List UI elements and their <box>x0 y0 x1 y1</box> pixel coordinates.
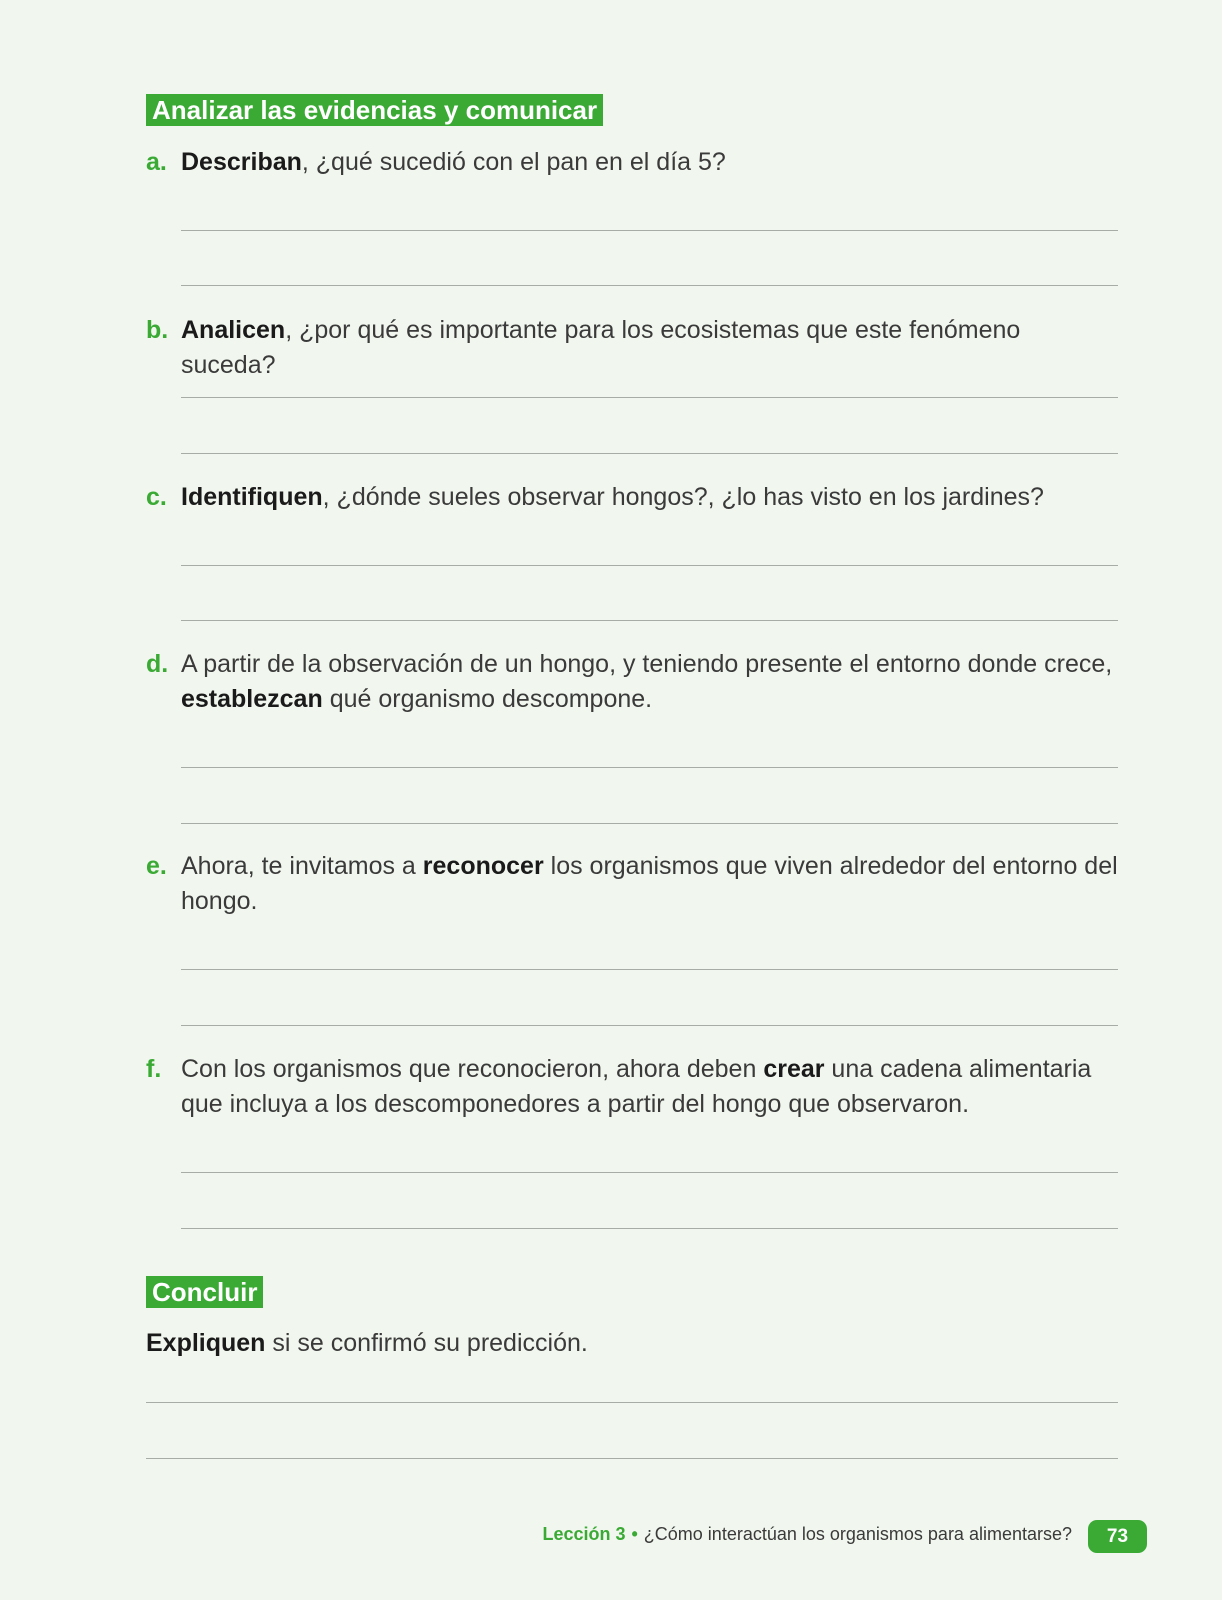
answer-line-conclude-2[interactable] <box>146 1458 1118 1459</box>
question-c <box>146 480 1121 515</box>
answer-line-conclude-1[interactable] <box>146 1402 1118 1403</box>
question-b <box>146 313 1121 383</box>
action-verb: Analicen <box>181 316 286 344</box>
question-after: una cadena alimentaria que incluya a los descomponedores a partir del hongo que observaron. <box>181 1055 1092 1118</box>
page-number-badge: 73 <box>1088 1520 1147 1553</box>
action-verb: Describan <box>181 148 302 176</box>
answer-line-d-1[interactable] <box>181 767 1118 768</box>
question-text <box>181 849 1121 919</box>
answer-line-b-2[interactable] <box>181 453 1118 454</box>
footer-lesson-title: ¿Cómo interactúan los organismos para alimentarse? <box>643 1524 1072 1544</box>
page-footer <box>542 1522 1072 1546</box>
action-verb: Expliquen <box>146 1329 266 1357</box>
question-rest: , ¿qué sucedió con el pan en el día 5? <box>301 148 726 176</box>
answer-line-d-2[interactable] <box>181 823 1118 824</box>
conclude-rest: si se confirmó su predicción. <box>265 1329 588 1357</box>
answer-line-f-1[interactable] <box>181 1172 1118 1173</box>
question-letter: d. <box>146 650 169 678</box>
footer-lesson: Lección 3 <box>542 1524 626 1544</box>
answer-line-b-1[interactable] <box>181 397 1118 398</box>
question-text <box>181 647 1121 717</box>
question-d <box>146 647 1121 717</box>
question-letter: a. <box>146 148 167 176</box>
question-a <box>146 145 1121 180</box>
question-text <box>181 1052 1121 1122</box>
answer-line-c-1[interactable] <box>181 565 1118 566</box>
answer-line-f-2[interactable] <box>181 1228 1118 1229</box>
action-verb: reconocer <box>422 852 544 880</box>
question-before: Ahora, te invitamos a <box>181 852 423 880</box>
question-f <box>146 1052 1121 1122</box>
question-before: A partir de la observación de un hongo, y teniendo presente el entorno donde crece, <box>181 650 1113 678</box>
footer-separator: • <box>631 1524 638 1544</box>
conclude-prompt <box>146 1326 588 1361</box>
question-text <box>181 480 1121 515</box>
question-letter: c. <box>146 483 167 511</box>
question-text <box>181 145 1121 180</box>
question-rest: , ¿dónde sueles observar hongos?, ¿lo has visto en los jardines? <box>322 483 1044 511</box>
section-heading-conclude: Concluir <box>146 1276 263 1308</box>
action-verb: Identifiquen <box>181 483 323 511</box>
answer-line-e-1[interactable] <box>181 969 1118 970</box>
question-e <box>146 849 1121 919</box>
answer-line-a-1[interactable] <box>181 230 1118 231</box>
section-heading-analyze: Analizar las evidencias y comunicar <box>146 94 603 126</box>
answer-line-a-2[interactable] <box>181 285 1118 286</box>
question-letter: b. <box>146 316 169 344</box>
question-rest: , ¿por qué es importante para los ecosistemas que este fenómeno suceda? <box>181 316 1021 379</box>
answer-line-c-2[interactable] <box>181 620 1118 621</box>
question-letter: f. <box>146 1055 162 1083</box>
question-letter: e. <box>146 852 167 880</box>
answer-line-e-2[interactable] <box>181 1025 1118 1026</box>
question-before: Con los organismos que reconocieron, ahora deben <box>181 1055 764 1083</box>
action-verb: crear <box>763 1055 825 1083</box>
question-after: los organismos que viven alrededor del entorno del hongo. <box>181 852 1118 915</box>
question-text <box>181 313 1121 383</box>
action-verb: establezcan <box>181 685 323 713</box>
question-after: qué organismo descompone. <box>322 685 653 713</box>
